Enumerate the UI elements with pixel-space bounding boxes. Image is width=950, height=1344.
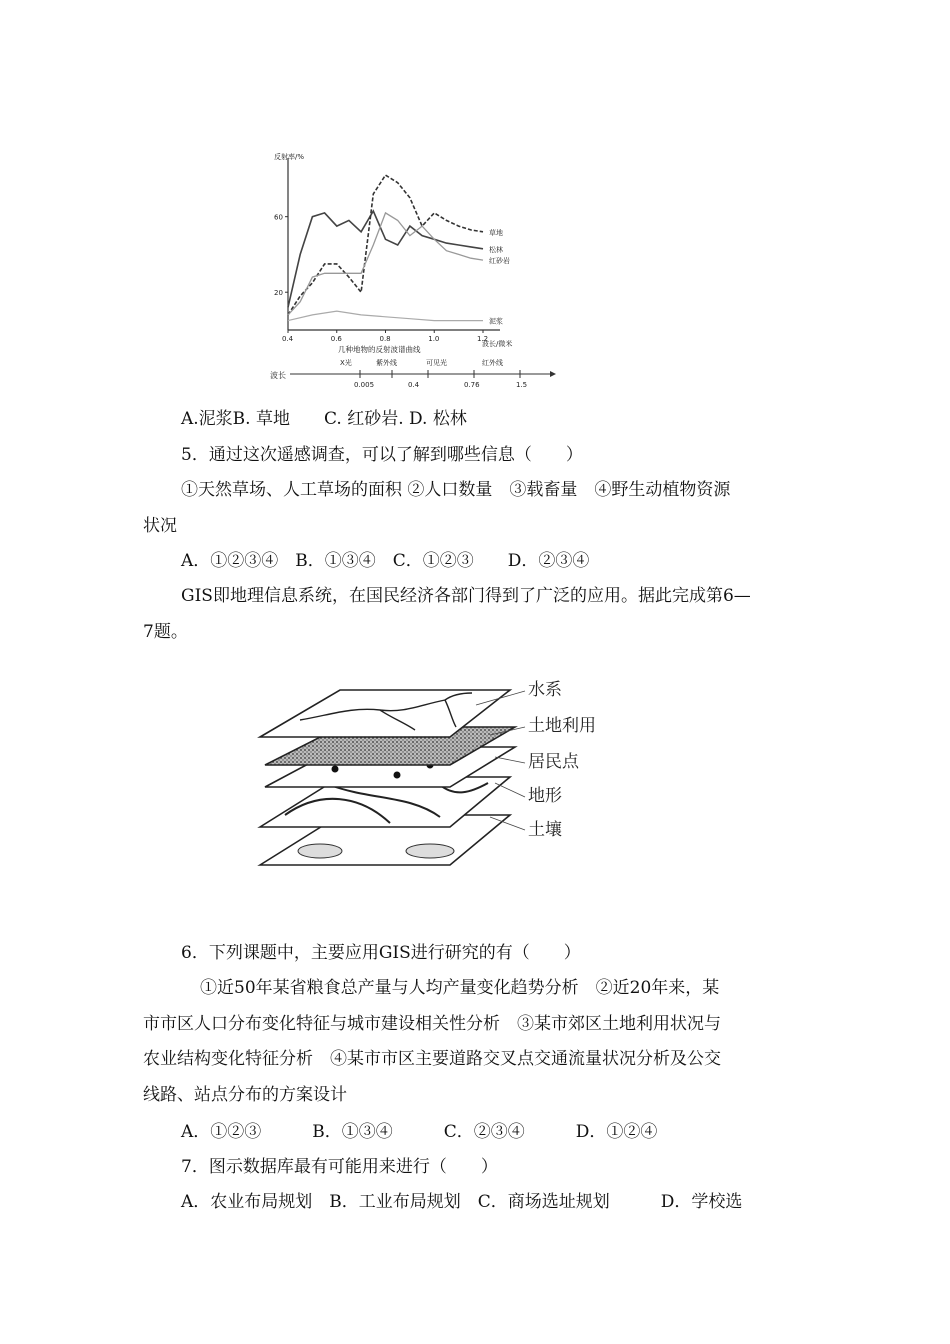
- series-line: [288, 211, 483, 307]
- y-tick-label: 60: [274, 213, 283, 222]
- layer-label-terrain: 地形: [528, 786, 562, 806]
- band-tick-label: 0.4: [408, 381, 420, 388]
- chart-title: 几种地物的反射波谱曲线: [338, 345, 421, 354]
- soil-patch: [406, 844, 454, 858]
- q6-items-line3: 农业结构变化特征分析 ④某市市区主要道路交叉点交通流量状况分析及公交: [143, 1049, 721, 1069]
- q5-options: A．①②③④ B．①③④ C．①②③ D．②③④: [181, 551, 590, 571]
- q6-stem: 6．下列课题中，主要应用GIS进行研究的有（ ）: [181, 943, 581, 963]
- y-tick-label: 20: [274, 289, 283, 298]
- series-label: 红砂岩: [489, 257, 510, 266]
- band-label: 可见光: [426, 359, 447, 367]
- x-tick-label: 1.0: [428, 335, 440, 343]
- series-label: 草地: [489, 228, 503, 237]
- series-line: [288, 311, 483, 321]
- q6-items-line2: 市市区人口分布变化特征与城市建设相关性分析 ③某市郊区土地利用状况与: [143, 1014, 721, 1034]
- x-tick-label: 1.2: [477, 335, 489, 343]
- q7-options: A．农业布局规划 B．工业布局规划 C．商场选址规划 D．学校选: [181, 1192, 743, 1212]
- q4-options: A.泥浆B. 草地 C. 红砂岩. D. 松林: [181, 409, 467, 429]
- band-tick-label: 0.76: [464, 381, 480, 388]
- q6-options: A．①②③ B．①③④ C．②③④ D．①②④: [181, 1122, 658, 1142]
- q7-stem: 7．图示数据库最有可能用来进行（ ）: [181, 1157, 498, 1177]
- band-label: 红外线: [482, 359, 503, 367]
- settlement-dot: [332, 766, 339, 773]
- y-axis-label: 反射率/%: [274, 153, 305, 161]
- gis-layers-figure: [240, 665, 620, 905]
- q6-items-line4: 线路、站点分布的方案设计: [143, 1085, 347, 1105]
- gis-intro-line2: 7题。: [143, 622, 188, 642]
- x-tick-label: 0.4: [282, 335, 294, 343]
- layer-label-land-use: 土地利用: [528, 716, 596, 736]
- x-axis-label: 波长/微米: [482, 340, 513, 348]
- gis-intro-line1: GIS即地理信息系统，在国民经济各部门得到了广泛的应用。据此完成第6—: [181, 586, 751, 606]
- band-tick-label: 1.5: [516, 381, 528, 388]
- band-label: 紫外线: [376, 359, 397, 367]
- q6-items-line1: ①近50年某省粮食总产量与人均产量变化趋势分析 ②近20年来，某: [200, 978, 720, 998]
- band-axis-arrow: [550, 371, 556, 377]
- x-tick-label: 0.8: [379, 335, 391, 343]
- layer-label-water: 水系: [528, 680, 562, 700]
- band-tick-label: 0.005: [354, 381, 375, 388]
- layer-label-settlements: 居民点: [528, 752, 579, 772]
- leader-line: [495, 757, 525, 763]
- soil-patch: [298, 844, 342, 858]
- layer-label-soil: 土壤: [528, 820, 562, 840]
- q5-items-line1: ①天然草场、人工草场的面积 ②人口数量 ③载畜量 ④野生动植物资源: [181, 480, 731, 500]
- series-line: [288, 213, 483, 315]
- series-label: 松林: [489, 245, 503, 254]
- q5-stem: 5．通过这次遥感调查，可以了解到哪些信息（ ）: [181, 445, 583, 465]
- band-label: X光: [340, 359, 352, 367]
- reflectance-chart: [268, 148, 568, 388]
- series-label: 泥浆: [489, 317, 503, 326]
- x-tick-label: 0.6: [330, 335, 342, 343]
- settlement-dot: [394, 772, 401, 779]
- band-axis-label: 波长: [270, 371, 286, 380]
- q5-items-line2: 状况: [143, 516, 177, 536]
- leader-line: [495, 783, 525, 797]
